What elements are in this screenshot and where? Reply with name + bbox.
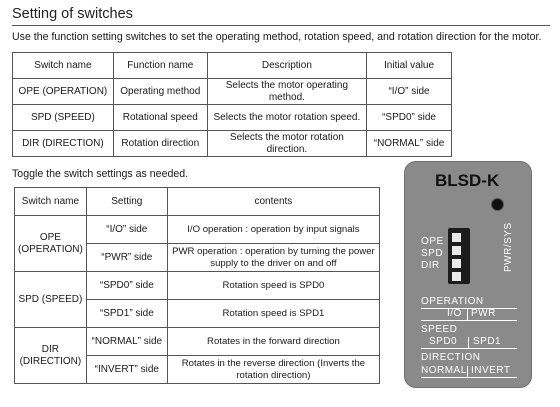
page-title: Setting of switches	[12, 6, 133, 22]
table-header-row	[13, 53, 452, 79]
direction-invert-label: INVERT	[471, 365, 511, 376]
setting-cell: “SPD1” side	[86, 300, 167, 328]
column-header: Description	[207, 53, 366, 79]
table-cell: Rotational speed	[113, 105, 207, 131]
operation-pwr-label: PWR	[471, 308, 496, 319]
direction-title: DIRECTION	[421, 352, 481, 363]
divider	[421, 320, 517, 321]
table-cell: DIR (DIRECTION)	[13, 131, 114, 157]
contents-cell: PWR operation : operation by turning the power supply to the driver on and off	[167, 244, 379, 272]
table-row	[15, 272, 380, 300]
operation-io-label: I/O	[447, 308, 462, 319]
pwr-sys-label: PWR/SYS	[503, 222, 514, 272]
table-cell: Operating method	[113, 79, 207, 105]
column-header: Switch name	[15, 188, 87, 216]
setting-cell: “SPD0” side	[86, 272, 167, 300]
speed-spd0-label: SPD0	[429, 336, 458, 347]
dip-switch-lever[interactable]	[452, 272, 461, 281]
setting-cell: “PWR” side	[86, 244, 167, 272]
column-header: Function name	[113, 53, 207, 79]
settings-table	[14, 187, 380, 384]
pwr-sys-led	[491, 198, 504, 211]
speed-spd1-label: SPD1	[473, 336, 502, 347]
contents-cell: Rotates in the forward direction	[167, 328, 379, 356]
contents-cell: Rotates in the reverse direction (Inverts the rotation direction)	[167, 356, 379, 384]
contents-cell: Rotation speed is SPD0	[167, 272, 379, 300]
table-cell: “I/O” side	[367, 79, 452, 105]
direction-normal-label: NORMAL	[421, 365, 467, 376]
column-header: Setting	[86, 188, 167, 216]
switch-name-cell: OPE (OPERATION)	[15, 216, 87, 272]
divider	[421, 377, 517, 378]
speed-title: SPEED	[421, 324, 458, 335]
table-row	[13, 79, 452, 105]
divider	[468, 337, 469, 348]
table-cell: SPD (SPEED)	[13, 105, 114, 131]
divider	[467, 366, 468, 377]
operation-title: OPERATION	[421, 296, 484, 307]
divider	[421, 308, 517, 309]
table-cell: Rotation direction	[113, 131, 207, 157]
table-cell: “NORMAL” side	[367, 131, 452, 157]
table-cell: Selects the motor rotation speed.	[207, 105, 366, 131]
divider	[421, 348, 517, 349]
dip-switch-lever[interactable]	[452, 259, 461, 268]
contents-cell: I/O operation : operation by input signals	[167, 216, 379, 244]
contents-cell: Rotation speed is SPD1	[167, 300, 379, 328]
table-cell: OPE (OPERATION)	[13, 79, 114, 105]
switch-name-cell: SPD (SPEED)	[15, 272, 87, 328]
switch-name-cell: DIR (DIRECTION)	[15, 328, 87, 384]
table-cell: Selects the motor rotation direction.	[207, 131, 366, 157]
dip-switch-lever[interactable]	[452, 246, 461, 255]
spd-switch-label: SPD	[421, 248, 444, 259]
setting-cell: “INVERT” side	[86, 356, 167, 384]
dip-switch[interactable]	[448, 228, 470, 284]
dip-switch-lever[interactable]	[452, 233, 461, 242]
title-divider	[12, 25, 550, 26]
table-header-row	[15, 188, 380, 216]
driver-illustration	[404, 161, 532, 388]
column-header: contents	[167, 188, 379, 216]
setting-cell: “I/O” side	[86, 216, 167, 244]
intro-text: Use the function setting switches to set the operating method, rotation speed, and rotation direction for the motor.	[12, 31, 542, 43]
table-row	[13, 131, 452, 157]
table-cell: Selects the motor operating method.	[207, 79, 366, 105]
toggle-instruction: Toggle the switch settings as needed.	[12, 168, 189, 180]
table-cell: “SPD0” side	[367, 105, 452, 131]
device-model-label: BLSD-K	[435, 171, 500, 190]
ope-switch-label: OPE	[421, 236, 444, 247]
table-row	[13, 105, 452, 131]
setting-cell: “NORMAL” side	[86, 328, 167, 356]
function-table	[12, 52, 452, 157]
table-row	[15, 216, 380, 244]
table-row	[15, 328, 380, 356]
dir-switch-label: DIR	[421, 260, 440, 271]
column-header: Switch name	[13, 53, 114, 79]
divider	[467, 309, 468, 320]
column-header: Initial value	[367, 53, 452, 79]
